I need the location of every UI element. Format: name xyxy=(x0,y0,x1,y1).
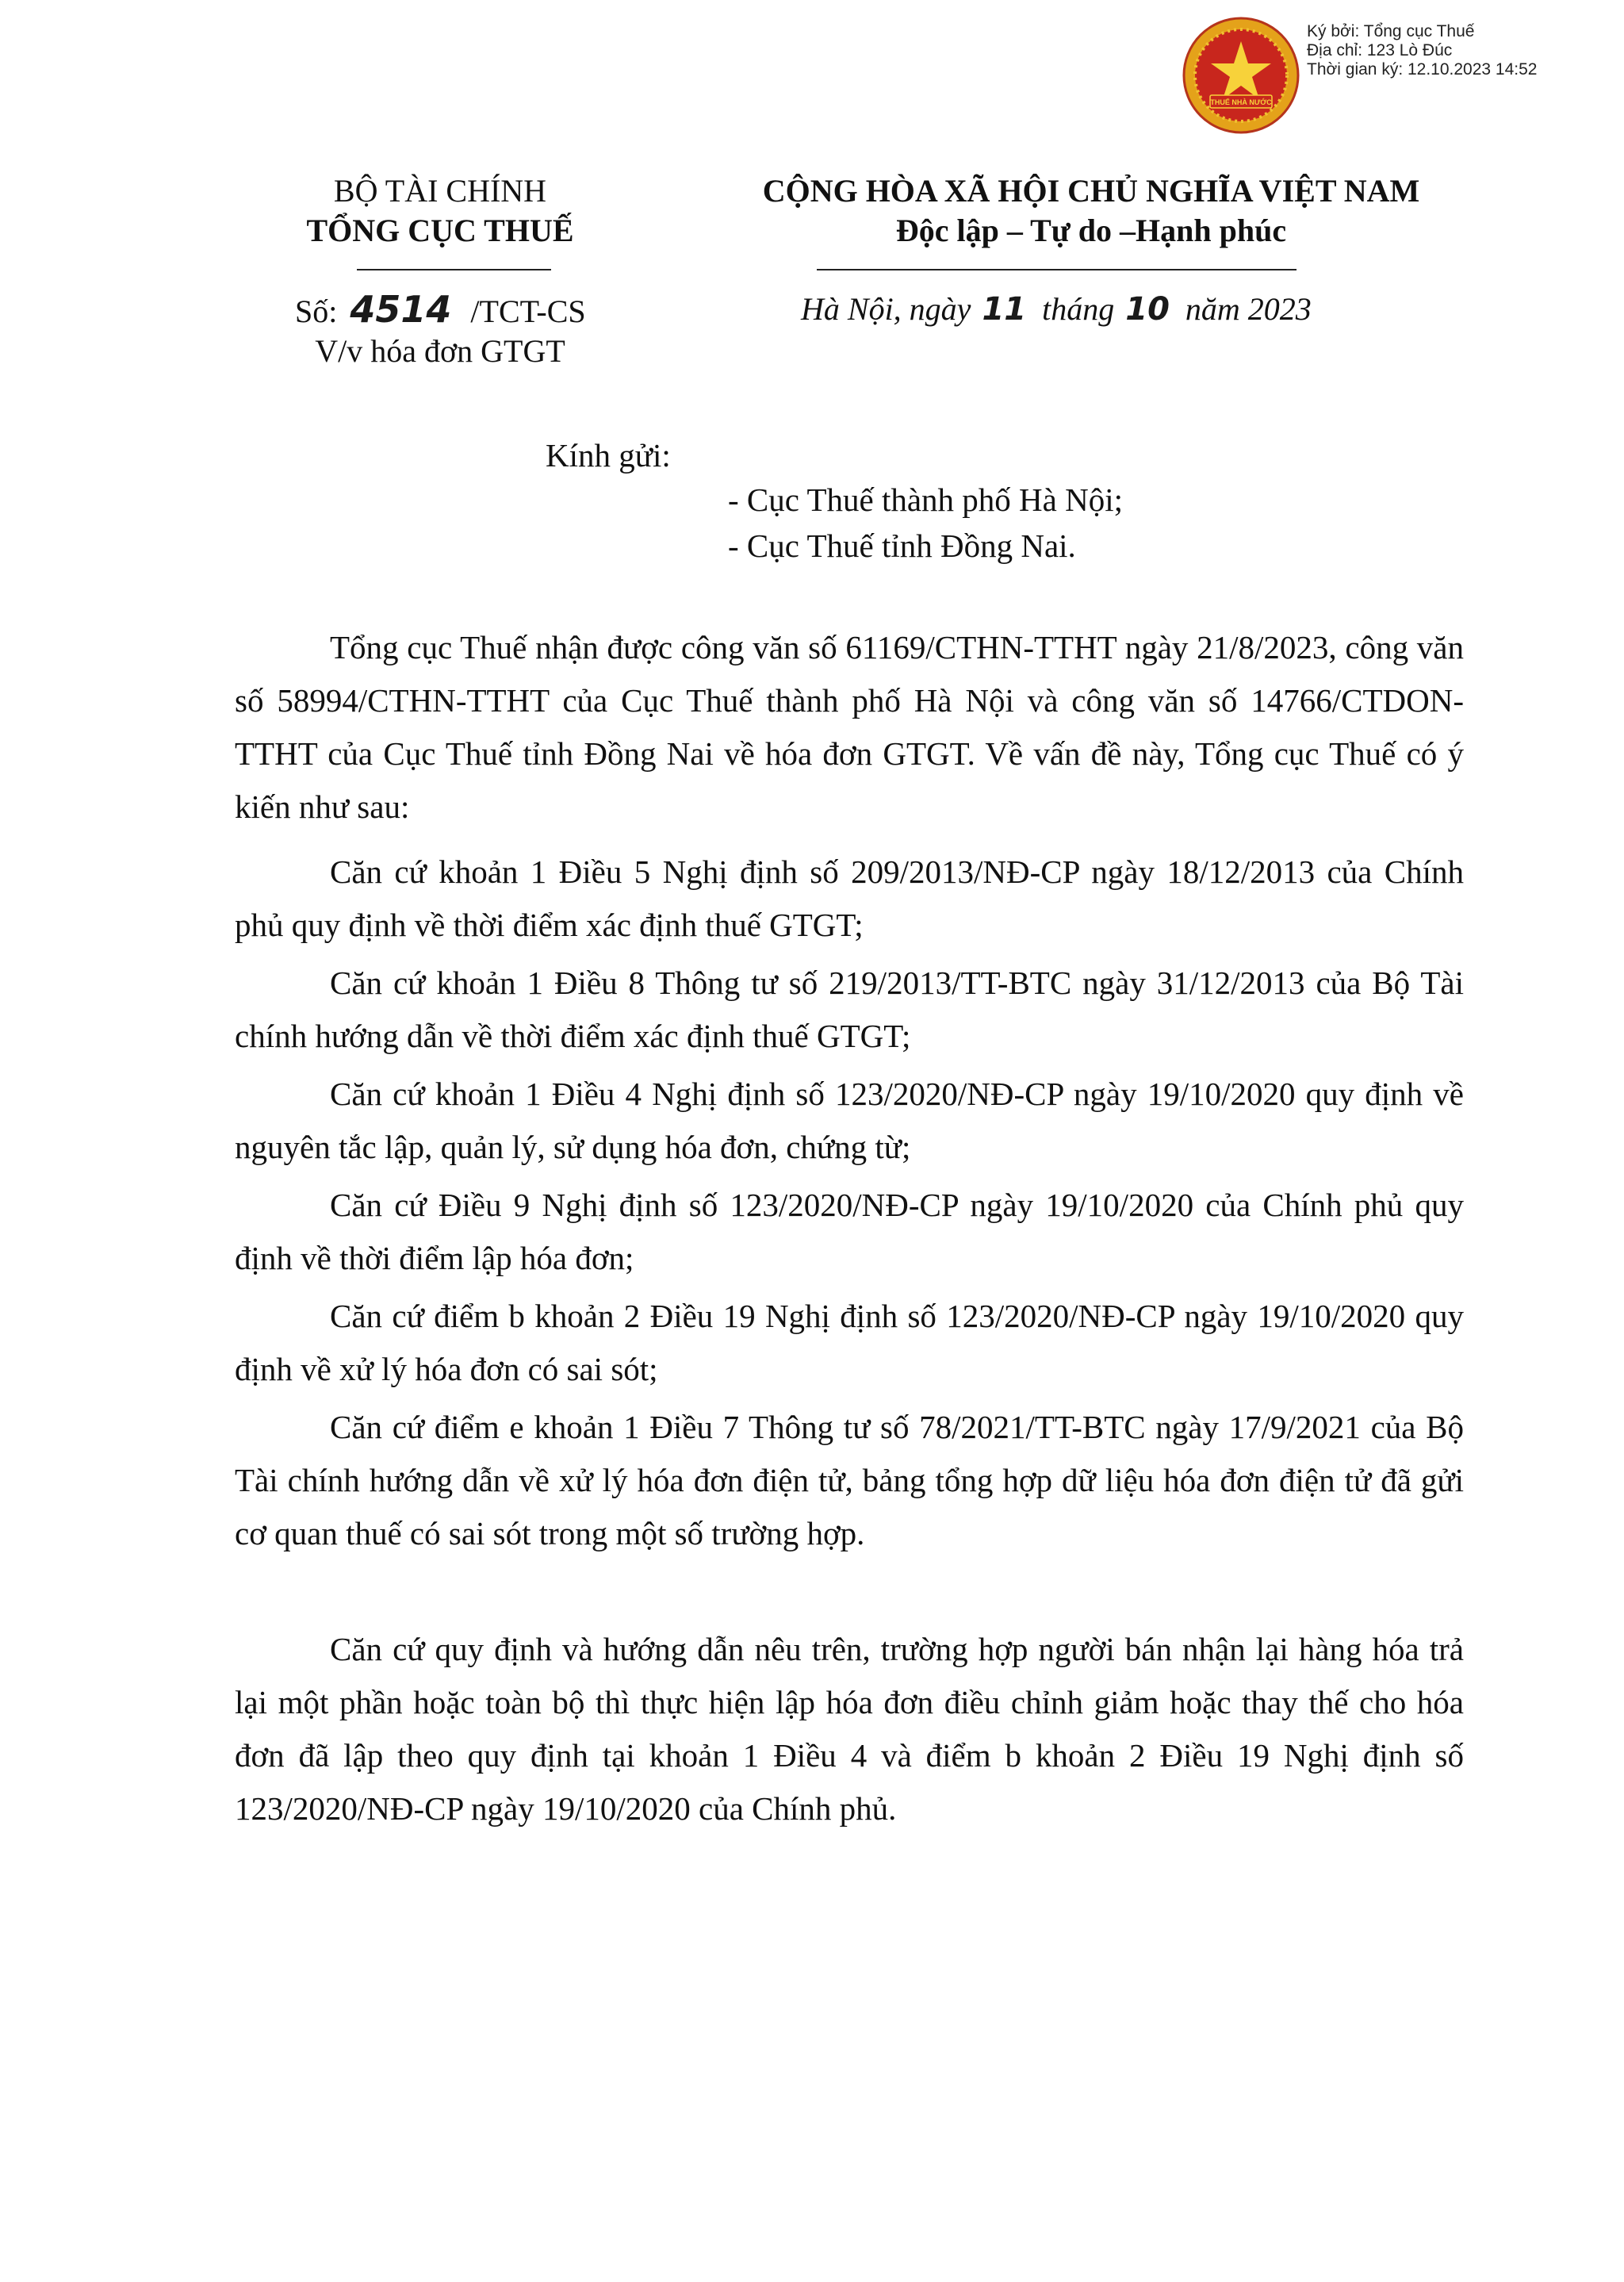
seal-text: THUẾ NHÀ NƯỚC xyxy=(1210,98,1272,106)
number-handwritten: 4514 xyxy=(350,288,452,331)
date-month-label: tháng xyxy=(1042,291,1115,327)
number-prefix: Số: xyxy=(295,293,338,329)
body-paragraph: Căn cứ Điều 9 Nghị định số 123/2020/NĐ-CP ngày 19/10/2020 của Chính phủ quy định về thời điểm lập hóa đơn; xyxy=(235,1187,1464,1276)
department-name: TỔNG CỤC THUẾ xyxy=(306,213,574,248)
body-paragraph: Căn cứ khoản 1 Điều 5 Nghị định số 209/2013/NĐ-CP ngày 18/12/2013 của Chính phủ quy định về thời điểm xác định thuế GTGT; xyxy=(235,853,1464,943)
body-paragraph: Căn cứ điểm e khoản 1 Điều 7 Thông tư số 78/2021/TT-BTC ngày 17/9/2021 của Bộ Tài chính hướng dẫn về xử lý hóa đơn điện tử, bảng tổng hợp dữ liệu hóa đơn điện tử đã gửi cơ quan thuế có sai sót trong một số trường hợp. xyxy=(235,1409,1464,1551)
date-day: 11 xyxy=(982,291,1027,328)
body-paragraph: Tổng cục Thuế nhận được công văn số 61169/CTHN-TTHT ngày 21/8/2023, công văn số 58994/CTHN-TTHT của Cục Thuế thành phố Hà Nội và công văn số 14766/CTDON-TTHT của Cục Thuế tỉnh Đồng Nai về hóa đơn GTGT. Về vấn đề này, Tổng cục Thuế có ý kiến như sau: xyxy=(235,629,1464,825)
body-paragraph: Căn cứ khoản 1 Điều 4 Nghị định số 123/2020/NĐ-CP ngày 19/10/2020 quy định về nguyên tắc lập, quản lý, sử dụng hóa đơn, chứng từ; xyxy=(235,1076,1464,1165)
document-date xyxy=(801,290,1312,329)
body-paragraph: Căn cứ điểm b khoản 2 Điều 19 Nghị định số 123/2020/NĐ-CP ngày 19/10/2020 quy định về xử lý hóa đơn có sai sót; xyxy=(235,1298,1464,1387)
country-name: CỘNG HÒA XÃ HỘI CHỦ NGHĨA VIỆT NAM xyxy=(762,173,1420,209)
tax-authority-seal xyxy=(1182,16,1300,135)
document-number xyxy=(295,290,586,332)
national-motto: Độc lập – Tự do –Hạnh phúc xyxy=(895,213,1287,248)
sign-time: Thời gian ký: 12.10.2023 14:52 xyxy=(1307,60,1538,79)
date-year: năm 2023 xyxy=(1185,291,1312,327)
body-paragraph: Căn cứ quy định và hướng dẫn nêu trên, trường hợp người bán nhận lại hàng hóa trả lại một phần hoặc toàn bộ thì thực hiện lập hóa đơn điều chỉnh giảm hoặc thay thế cho hóa đơn đã lập theo quy định tại khoản 1 Điều 4 và điểm b khoản 2 Điều 19 Nghị định số 123/2020/NĐ-CP ngày 19/10/2020 của Chính phủ. xyxy=(235,1631,1464,1827)
right-header-underline xyxy=(817,269,1297,270)
signer-address: Địa chỉ: 123 Lò Đúc xyxy=(1307,41,1453,59)
recipient-item: - Cục Thuế thành phố Hà Nội; xyxy=(728,481,1123,518)
date-month: 10 xyxy=(1125,291,1170,328)
date-prefix: Hà Nội, ngày xyxy=(801,291,971,327)
ministry-name: BỘ TÀI CHÍNH xyxy=(333,173,547,209)
recipients-label: Kính gửi: xyxy=(546,437,671,474)
number-suffix: /TCT-CS xyxy=(470,293,586,329)
recipient-item: - Cục Thuế tỉnh Đồng Nai. xyxy=(728,527,1076,564)
document-subject: V/v hóa đơn GTGT xyxy=(315,333,565,369)
body-paragraph: Căn cứ khoản 1 Điều 8 Thông tư số 219/2013/TT-BTC ngày 31/12/2013 của Bộ Tài chính hướng dẫn về thời điểm xác định thuế GTGT; xyxy=(235,965,1464,1054)
left-header-underline xyxy=(357,269,551,270)
signed-by: Ký bởi: Tổng cục Thuế xyxy=(1307,22,1475,40)
